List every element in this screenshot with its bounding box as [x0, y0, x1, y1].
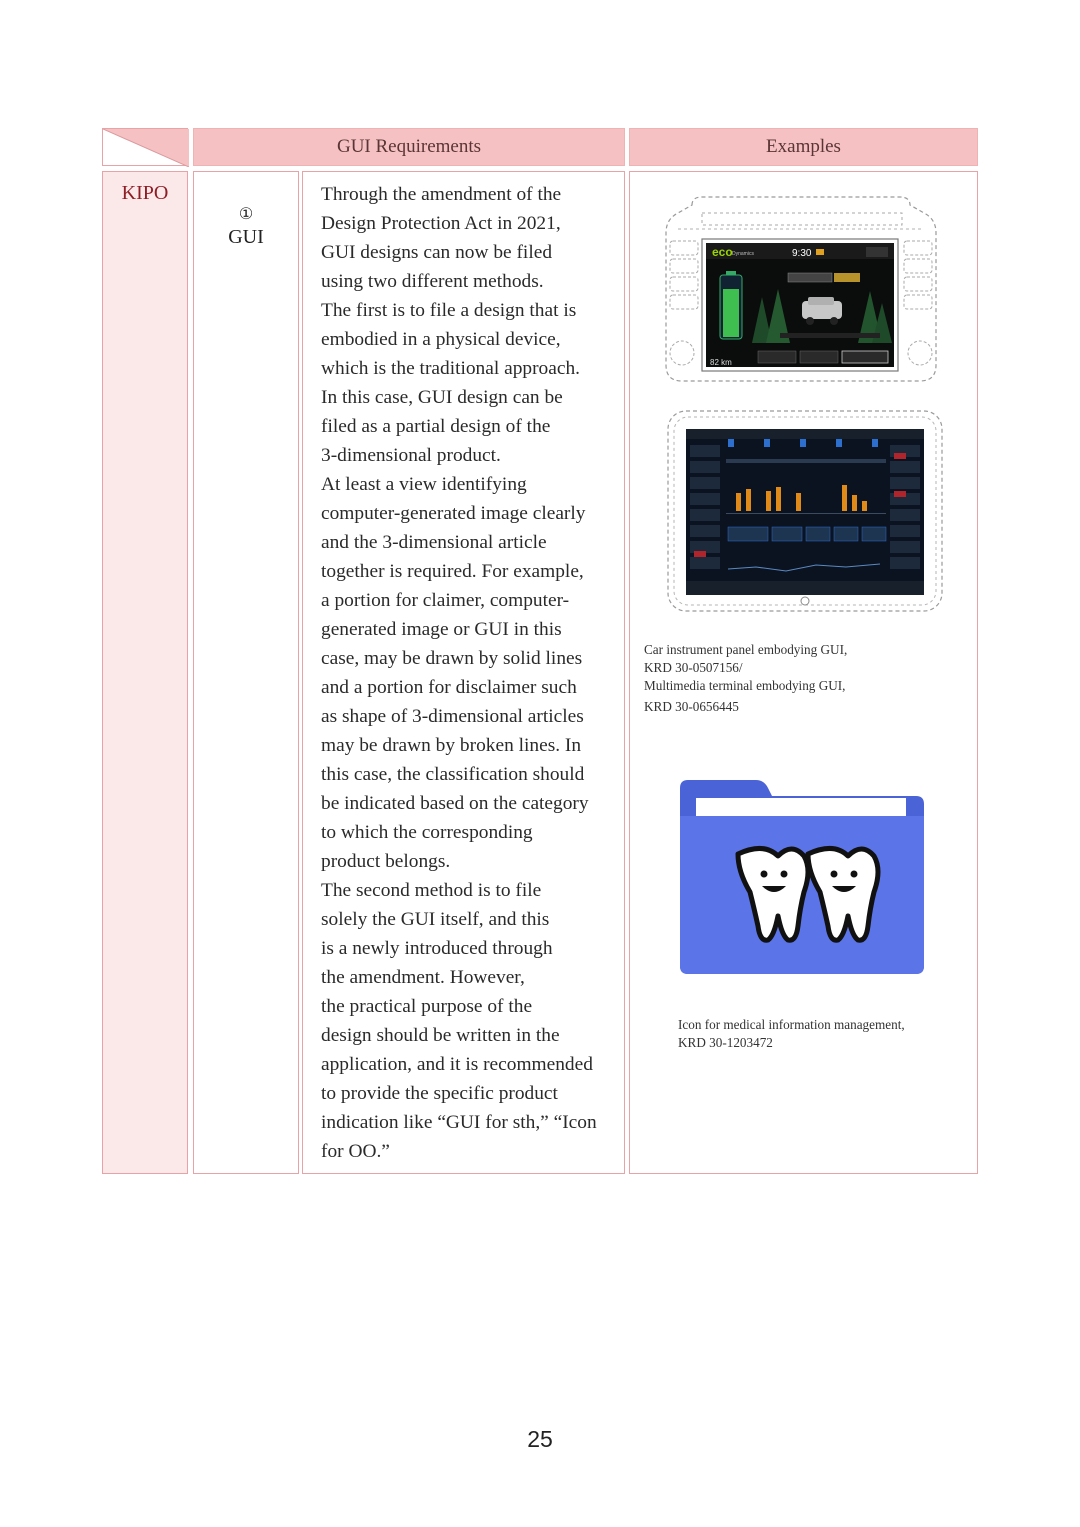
- text-line: to which the corresponding: [321, 822, 533, 843]
- table-corner-cell: [102, 128, 188, 166]
- diagonal-divider: [103, 129, 189, 167]
- text-line: 3-dimensional product.: [321, 445, 501, 466]
- text-line: be indicated based on the category: [321, 793, 589, 814]
- clock-text: 9:30: [792, 248, 812, 259]
- page-number: 25: [527, 1426, 553, 1452]
- text-line: the practical purpose of the: [321, 996, 533, 1017]
- text-line: The second method is to file: [321, 880, 542, 901]
- text-line: together is required. For example,: [321, 561, 584, 582]
- text-line: At least a view identifying: [321, 474, 527, 495]
- text-line: indication like “GUI for sth,” “Icon: [321, 1112, 597, 1133]
- text-line: product belongs.: [321, 851, 451, 872]
- caption-line: KRD 30-1203472: [678, 1035, 773, 1050]
- range-text: 82 km: [710, 358, 732, 367]
- text-line: may be drawn by broken lines. In: [321, 735, 582, 756]
- text-line: design should be written in the: [321, 1025, 560, 1046]
- header-gui-requirements: GUI Requirements: [193, 128, 625, 166]
- requirements-text-cell: [302, 171, 625, 1174]
- text-line: application, and it is recommended: [321, 1054, 593, 1075]
- text-line: using two different methods.: [321, 271, 544, 292]
- caption-line: Multimedia terminal embodying GUI,: [644, 678, 846, 693]
- text-line: GUI designs can now be filed: [321, 242, 553, 263]
- text-line: Through the amendment of the: [321, 184, 562, 205]
- text-line: generated image or GUI in this: [321, 619, 562, 640]
- text-line: and a portion for disclaimer such: [321, 677, 577, 698]
- text-line: which is the traditional approach.: [321, 358, 580, 379]
- medical-folder-icon: [676, 776, 928, 978]
- caption-line: KRD 30-0507156/: [644, 660, 743, 675]
- text-line: the amendment. However,: [321, 967, 525, 988]
- circled-number: ①: [238, 206, 254, 223]
- text-line: case, may be drawn by solid lines: [321, 648, 583, 669]
- text-line: is a newly introduced through: [321, 938, 553, 959]
- caption-line: KRD 30-0656445: [644, 699, 739, 714]
- text-line: this case, the classification should: [321, 764, 585, 785]
- text-line: and the 3-dimensional article: [321, 532, 547, 553]
- text-line: Design Protection Act in 2021,: [321, 213, 561, 234]
- text-line: a portion for claimer, computer-: [321, 590, 570, 611]
- multimedia-terminal-drawing: [666, 409, 944, 613]
- car-instrument-panel-drawing: [662, 193, 940, 385]
- text-line: The first is to file a design that is: [321, 300, 577, 321]
- brand-text: eco: [712, 245, 733, 259]
- subcategory-cell: [193, 171, 299, 1174]
- brand-suffix-text: Dynamics: [732, 251, 754, 257]
- caption-medical-icon: [678, 1016, 968, 1052]
- org-cell: [102, 171, 188, 1174]
- subcategory-label: GUI: [228, 226, 264, 248]
- caption-devices: [644, 641, 964, 716]
- header-examples: Examples: [629, 128, 978, 166]
- text-line: filed as a partial design of the: [321, 416, 551, 437]
- caption-line: Car instrument panel embodying GUI,: [644, 642, 848, 657]
- text-line: as shape of 3-dimensional articles: [321, 706, 584, 727]
- text-line: In this case, GUI design can be: [321, 387, 563, 408]
- caption-line: Icon for medical information management,: [678, 1017, 905, 1032]
- text-line: for OO.”: [321, 1141, 390, 1162]
- text-line: solely the GUI itself, and this: [321, 909, 550, 930]
- text-line: embodied in a physical device,: [321, 329, 561, 350]
- org-label: KIPO: [121, 182, 169, 204]
- text-line: computer-generated image clearly: [321, 503, 586, 524]
- text-line: to provide the specific product: [321, 1083, 558, 1104]
